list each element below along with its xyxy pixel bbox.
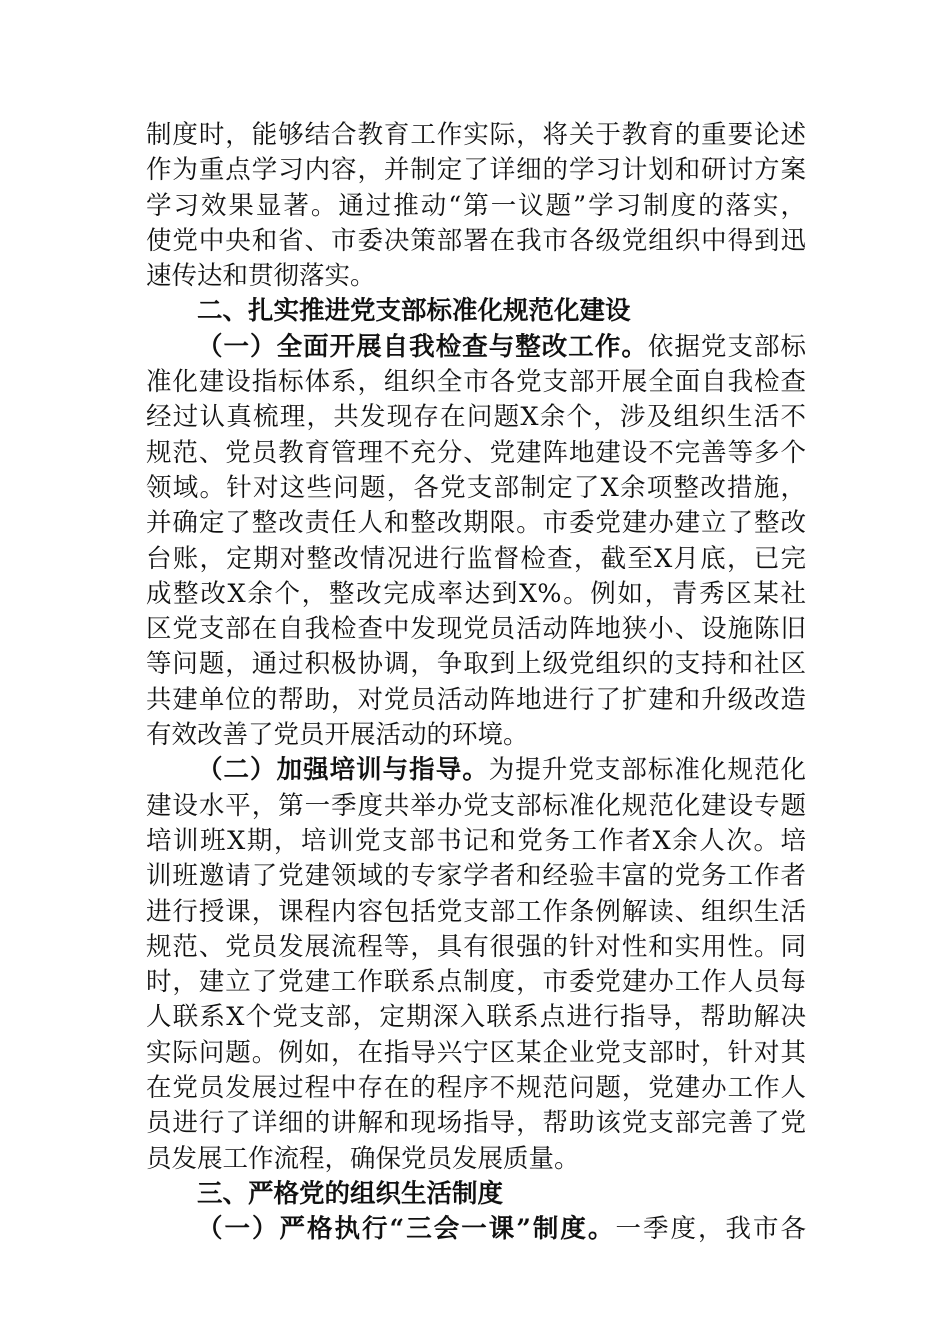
paragraph-line: 共建单位的帮助，对党员活动阵地进行了扩建和升级改造 (146, 684, 806, 715)
paragraph-line: 规范、党员教育管理不充分、党建阵地建设不完善等多个 (146, 437, 806, 468)
paragraph-text: 依据党支部标 (647, 331, 806, 362)
section-heading-2: 二、扎实推进党支部标准化规范化建设 (197, 296, 631, 327)
paragraph-line: 领域。针对这些问题，各党支部制定了X余项整改措施， (146, 472, 806, 503)
paragraph-text: 为提升党支部标准化规范化 (488, 755, 806, 786)
paragraph-line: 员发展工作流程，确保党员发展质量。 (146, 1143, 580, 1174)
paragraph-line: 使党中央和省、市委决策部署在我市各级党组织中得到迅 (146, 225, 806, 256)
paragraph-line: 进行授课，课程内容包括党支部工作条例解读、组织生活 (146, 896, 806, 927)
paragraph-line: 台账，定期对整改情况进行监督检查，截至X月底，已完 (146, 543, 806, 574)
paragraph-line: 员进行了详细的讲解和现场指导，帮助该党支部完善了党 (146, 1108, 806, 1139)
paragraph-line: 人联系X个党支部，定期深入联系点进行指导，帮助解决 (146, 1002, 806, 1033)
paragraph-line: 训班邀请了党建领域的专家学者和经验丰富的党务工作者 (146, 861, 806, 892)
subsection-lead-2-2: （二）加强培训与指导。 (197, 755, 489, 786)
paragraph-first-line (146, 330, 806, 365)
paragraph-line: 区党支部在自我检查中发现党员活动阵地狭小、设施陈旧 (146, 614, 806, 645)
paragraph-line: 制度时，能够结合教育工作实际，将关于教育的重要论述 (146, 120, 806, 150)
section-heading-3: 三、严格党的组织生活制度 (197, 1178, 504, 1209)
paragraph-first-line (146, 1212, 806, 1247)
subsection-lead-3-1: （一）严格执行“三会一课”制度。 (197, 1214, 616, 1245)
subsection-lead-2-1: （一）全面开展自我检查与整改工作。 (197, 331, 648, 362)
paragraph-line: 学习效果显著。通过推动“第一议题”学习制度的落实， (146, 190, 806, 221)
paragraph-first-line (146, 753, 806, 788)
paragraph-line: 成整改X余个，整改完成率达到X%。例如，青秀区某社 (146, 578, 806, 609)
paragraph-line: 建设水平，第一季度共举办党支部标准化规范化建设专题 (146, 790, 806, 821)
paragraph-line: 作为重点学习内容，并制定了详细的学习计划和研讨方案 (146, 155, 806, 186)
paragraph-line: 规范、党员发展流程等，具有很强的针对性和实用性。同 (146, 931, 806, 962)
paragraph-line: 培训班X期，培训党支部书记和党务工作者X余人次。培 (146, 825, 806, 856)
paragraph-line: 准化建设指标体系，组织全市各党支部开展全面自我检查 (146, 367, 806, 398)
paragraph-line: 有效改善了党员开展活动的环境。 (146, 720, 529, 751)
paragraph-line: 经过认真梳理，共发现存在问题X余个，涉及组织生活不 (146, 402, 806, 433)
document-body (146, 118, 806, 1248)
paragraph-line: 速传达和贯彻落实。 (146, 261, 376, 292)
paragraph-line: 时，建立了党建工作联系点制度，市委党建办工作人员每 (146, 967, 806, 998)
paragraph-line: 并确定了整改责任人和整改期限。市委党建办建立了整改 (146, 508, 806, 539)
paragraph-text: 一季度，我市各 (615, 1214, 806, 1245)
paragraph-line: 实际问题。例如，在指导兴宁区某企业党支部时，针对其 (146, 1037, 806, 1068)
paragraph-line: 等问题，通过积极协调，争取到上级党组织的支持和社区 (146, 649, 806, 680)
paragraph-line: 在党员发展过程中存在的程序不规范问题，党建办工作人 (146, 1073, 806, 1104)
